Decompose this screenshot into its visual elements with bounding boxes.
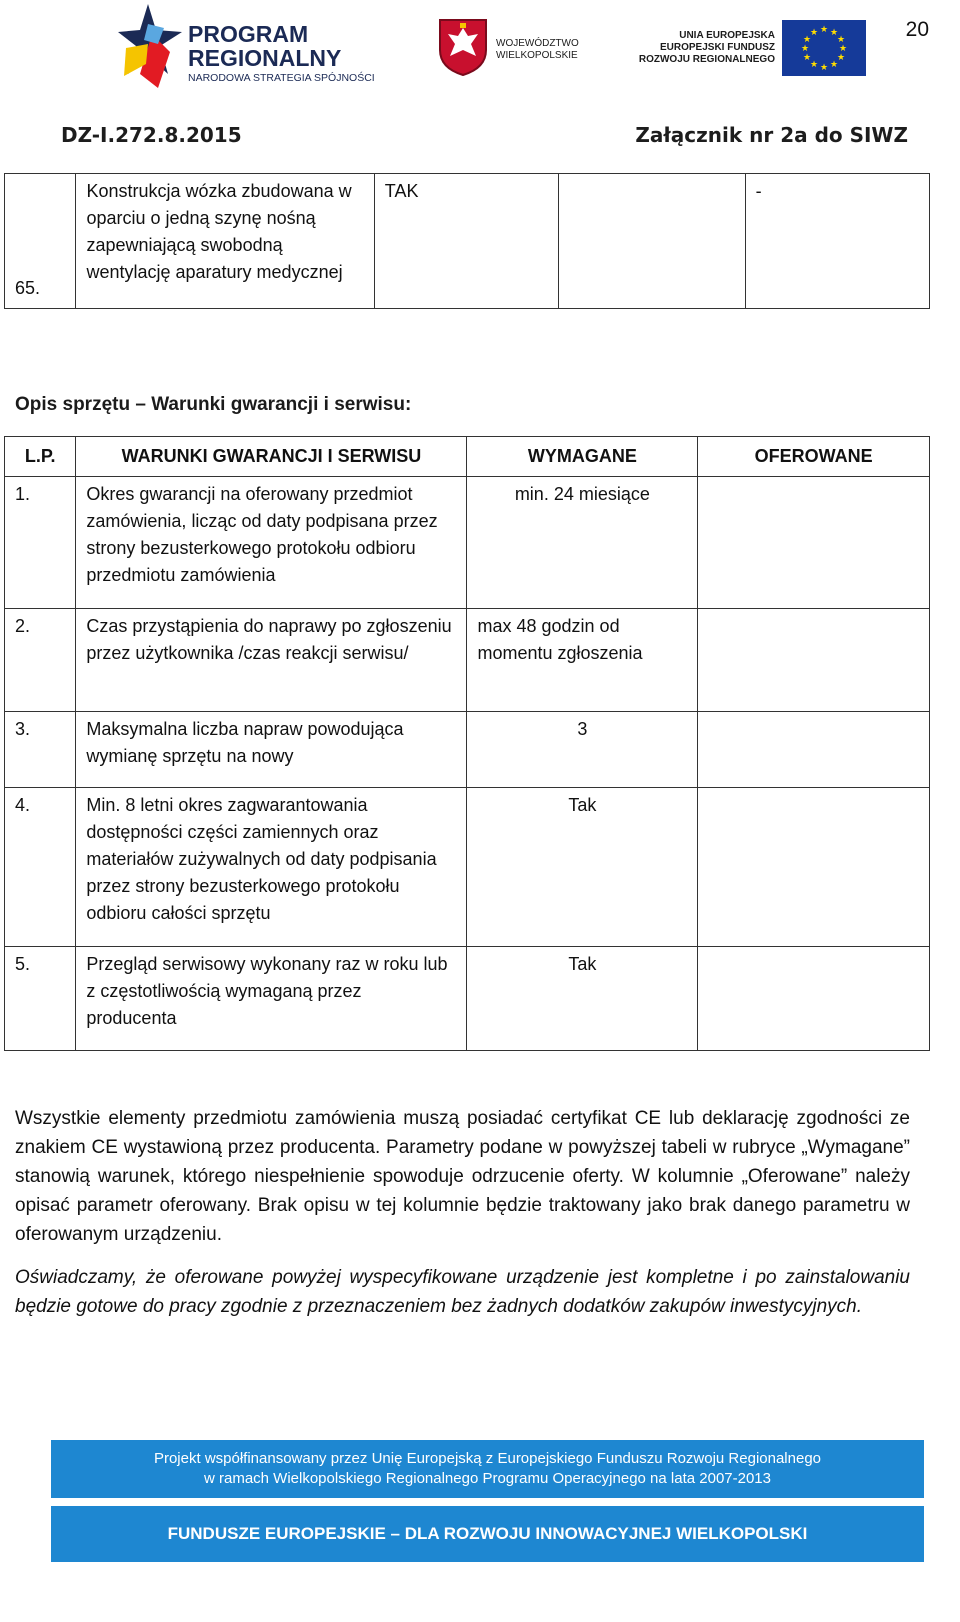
table-row [5, 712, 930, 788]
svg-text:★: ★ [836, 35, 846, 45]
eu-flag-icon [782, 20, 866, 76]
declaration-paragraph: Oświadczamy, że oferowane powyżej wyspecyfikowane urządzenie jest kompletne i po zainstalowaniu będzie gotowe do pracy zgodnie z przeznaczeniem bez żadnych dodatków zakupów inwestycyjnych. [15, 1267, 910, 1317]
svg-text:★: ★ [819, 25, 829, 35]
svg-text:★: ★ [802, 35, 812, 45]
footer-cofinancing-band [51, 1440, 924, 1498]
program-regionalny-star-icon [118, 4, 184, 90]
row-required: TAK [374, 174, 558, 309]
program-regionalny-subtitle: NARODOWA STRATEGIA SPÓJNOŚCI [188, 72, 375, 84]
wielkopolskie-logo [438, 18, 598, 80]
row-offered [698, 947, 930, 1051]
svg-text:★: ★ [836, 53, 846, 63]
row-number: 1. [5, 477, 76, 609]
row-number: 3. [5, 712, 76, 788]
program-regionalny-line2: REGIONALNY [188, 45, 342, 71]
program-regionalny-logo [118, 4, 388, 90]
table-row [5, 609, 930, 712]
row-offered [559, 174, 745, 309]
row-required: 3 [467, 712, 698, 788]
header-lp: L.P. [5, 437, 76, 477]
svg-text:★: ★ [819, 63, 829, 73]
header-conditions: WARUNKI GWARANCJI I SERWISU [76, 437, 467, 477]
page-number: 20 [905, 18, 929, 41]
requirements-paragraph: Wszystkie elementy przedmiotu zamówienia muszą posiadać certyfikat CE lub deklarację zgodności ze znakiem CE wystawioną przez producenta. Parametry podane w powyższej tabeli w rubryce „Wymagane” stanowią warunek, którego niespełnienie spowoduje odrzucenie oferty. W kolumnie „Oferowane” należy opisać parametr oferowany. Brak opisu w tej kolumnie będzie traktowany jako brak danego parametru w oferowanym urządzeniu. [15, 1108, 910, 1245]
row-required: Tak [467, 947, 698, 1051]
row-offered [698, 477, 930, 609]
row-description: Przegląd serwisowy wykonany raz w roku lub z częstotliwością wymaganą przez producenta [76, 947, 467, 1051]
wojewodztwo-line2: WIELKOPOLSKIE [496, 50, 578, 61]
attachment-label: Załącznik nr 2a do SIWZ [635, 123, 908, 147]
svg-text:★: ★ [829, 28, 839, 38]
program-regionalny-line1: PROGRAM [188, 21, 309, 47]
wielkopolskie-coat-of-arms-icon [438, 18, 488, 76]
table-row [5, 477, 930, 609]
row-description: Min. 8 letni okres zagwarantowania dostępności części zamiennych oraz materiałów zużywalnych od daty podpisania przez strony bezusterkowego protokołu odbioru całości sprzętu [76, 788, 467, 947]
row-description: Maksymalna liczba napraw powodująca wymianę sprzętu na nowy [76, 712, 467, 788]
svg-text:★: ★ [838, 44, 848, 54]
footer-line1: Projekt współfinansowany przez Unię Europejską z Europejskiego Funduszu Rozwoju Regionalnego [153, 1450, 822, 1467]
row-offered [698, 788, 930, 947]
table-row [5, 947, 930, 1051]
ue-line3: ROZWOJU REGIONALNEGO [638, 54, 775, 65]
row-required: min. 24 miesiące [467, 477, 698, 609]
header-offered: OFEROWANE [698, 437, 930, 477]
row-description: Konstrukcja wózka zbudowana w oparciu o jedną szynę nośną zapewniającą swobodną wentylację aparatury medycznej [76, 174, 374, 309]
row-number: 2. [5, 609, 76, 712]
row-offered [698, 609, 930, 712]
eu-logo [630, 18, 868, 80]
footer-line2: w ramach Wielkopolskiego Regionalnego Programu Operacyjnego na lata 2007-2013 [203, 1470, 771, 1487]
row-number: 5. [5, 947, 76, 1051]
row-offered [698, 712, 930, 788]
warranty-table [4, 436, 930, 1051]
ue-line1: UNIA EUROPEJSKA [679, 30, 775, 41]
row-required: max 48 godzin od momentu zgłoszenia [467, 609, 698, 712]
svg-text:★: ★ [809, 60, 819, 70]
svg-text:★: ★ [800, 44, 810, 54]
svg-text:★: ★ [809, 28, 819, 38]
row-description: Okres gwarancji na oferowany przedmiot zamówienia, licząc od daty podpisana przez strony bezusterkowego protokołu odbioru przedmiotu zamówienia [76, 477, 467, 609]
row-number: 4. [5, 788, 76, 947]
table-row [5, 788, 930, 947]
wojewodztwo-line1: WOJEWÓDZTWO [496, 38, 579, 49]
row-number: 65. [5, 174, 76, 309]
ue-line2: EUROPEJSKI FUNDUSZ [659, 42, 775, 53]
document-reference: DZ-I.272.8.2015 [61, 123, 242, 147]
header-required: WYMAGANE [467, 437, 698, 477]
section-title: Opis sprzętu – Warunki gwarancji i serwisu: [15, 394, 412, 415]
svg-text:★: ★ [802, 53, 812, 63]
row-required: Tak [467, 788, 698, 947]
svg-text:★: ★ [829, 60, 839, 70]
footer-slogan-band: FUNDUSZE EUROPEJSKIE – DLA ROZWOJU INNOWACYJNEJ WIELKOPOLSKI [51, 1506, 924, 1562]
spec-table-continuation [4, 173, 930, 309]
table-header-row [5, 437, 930, 477]
row-description: Czas przystąpienia do naprawy po zgłoszeniu przez użytkownika /czas reakcji serwisu/ [76, 609, 467, 712]
row-points: - [745, 174, 929, 309]
table-row [5, 174, 930, 309]
